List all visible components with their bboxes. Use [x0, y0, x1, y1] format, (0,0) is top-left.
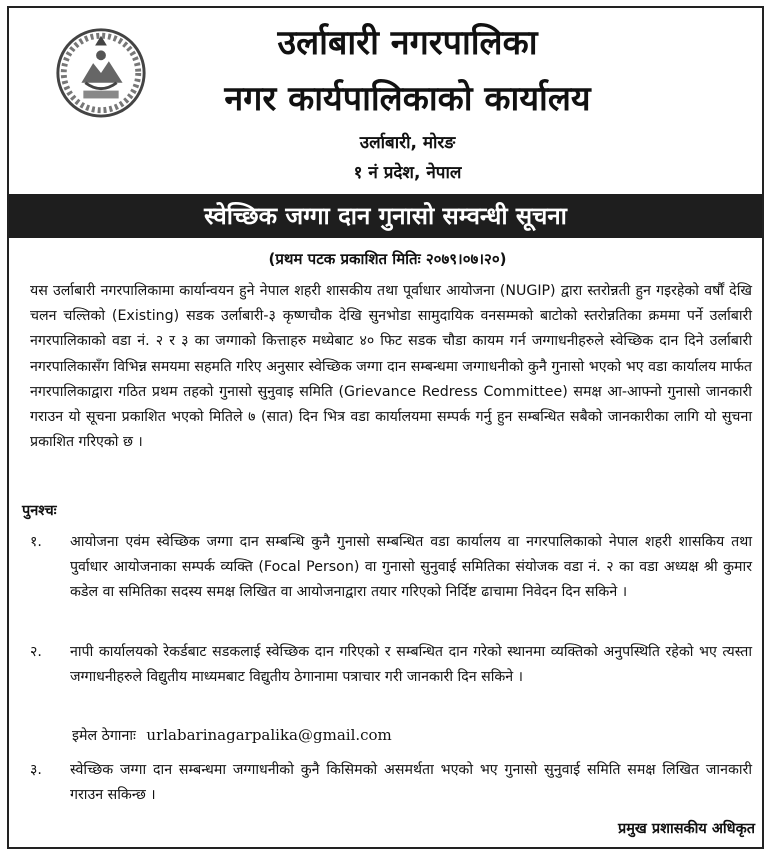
notice-body: यस उर्लाबारी नगरपालिकामा कार्यान्वयन हुने नेपाल शहरी शासकीय तथा पूर्वाधार आयोजना (NUGIP) द्वारा स्तरोन्नती हुन गइरहेको वर्षौं देखि चलन चल्तिको (Existing) सडक उर्लाबारी-३ कृष्णचौक देखि सुनभोडा सामुदायिक वनसम्मको बाटोको स्तरोन्नतिका क्रममा पर्ने उर्लाबारी नगरपालिकाको वडा नं. २ र ३ का जग्गाको कित्ताहरु मध्येबाट ४० फिट सडक चौडा कायम गर्न जग्गाधनीहरुले स्वेच्छिक दान दिने उर्लाबारी नगरपालिकासँग विभिन्न समयमा सहमति गरिए अनुसार स्वेच्छिक जग्गा दान सम्बन्धमा जग्गाधनीको कुनै गुनासो भएको भए वडा कार्यालय मार्फत नगरपालिकाद्वारा गठित प्रथम तहको गुनासो सुनुवाइ समिति (Grievance Redress Committee) समक्ष आ-आफ्नो गुनासो जानकारी गराउन यो सूचना प्रकाशित भएको मितिले ७ (सात) दिन भित्र वडा कार्यालयमा सम्पर्क गर्नु हुन सम्बन्धित सबैको जानकारीका लागि यो सुचना प्रकाशित गरिएको छ । — [30, 283, 752, 451]
postscript-item — [30, 758, 752, 808]
office-name: नगर कार्यपालिकाको कार्यालय — [224, 79, 591, 119]
item-number: १. — [30, 534, 42, 550]
postscript-item — [30, 640, 752, 690]
postscript-title: पुनश्चः — [22, 503, 57, 519]
email-row — [72, 726, 392, 745]
postscript-item — [30, 530, 752, 605]
address-line-1: उर्लाबारी, मोरङ — [359, 133, 456, 153]
signatory-title: प्रमुख प्रशासकीय अधिकृत — [618, 821, 755, 837]
item-text: नापी कार्यालयको रेकर्डबाट सडकलाई स्वेच्छिक दान गरिएको र सम्बन्धित दान गरेको स्थानमा व्यक्तिको अनुपस्थिति रहेको भए त्यस्ता जग्गाधनीहरुले विद्युतीय माध्यमबाट विद्युतीय ठेगानामा पत्राचार गरी जानकारी दिन सकिने । — [70, 644, 752, 685]
address-line-2: १ नं प्रदेश, नेपाल — [353, 163, 462, 183]
item-text: स्वेच्छिक जग्गा दान सम्बन्धमा जग्गाधनीको कुनै किसिमको असमर्थता भएको भए गुनासो सुनुवाई समिति समक्ष लिखित जानकारी गराउन सकिन्छ । — [70, 762, 752, 803]
email-label: इमेल ठेगानाः — [72, 728, 136, 744]
notice-title-banner: स्वेच्छिक जग्गा दान गुनासो सम्वन्धी सूचना — [9, 194, 762, 238]
publication-date: (प्रथम पटक प्रकाशित मितिः २०७९।०७।२०) — [268, 250, 507, 268]
email-address[interactable]: urlabarinagarpalika@gmail.com — [146, 726, 392, 744]
item-number: २. — [30, 644, 42, 660]
org-name: उर्लाबारी नगरपालिका — [277, 23, 538, 63]
item-text: आयोजना एवंम स्वेच्छिक जग्गा दान सम्बन्धि कुनै गुनासो सम्बन्धित वडा कार्यालय वा नगरपालिकाको नेपाल शहरी शासकिय तथा पुर्वाधार आयोजनाका सम्पर्क व्यक्ति (Focal Person) वा गुनासो सुनुवाई समितिका संयोजक वडा नं. २ का वडा अध्यक्ष श्री कुमार कडेल वा समितिका सदस्य समक्ष लिखित वा आयोजनाद्वारा तयार गरिएको निर्दिष्ट ढाचामा निवेदन दिन सकिने । — [70, 534, 752, 600]
item-number: ३. — [30, 762, 42, 778]
